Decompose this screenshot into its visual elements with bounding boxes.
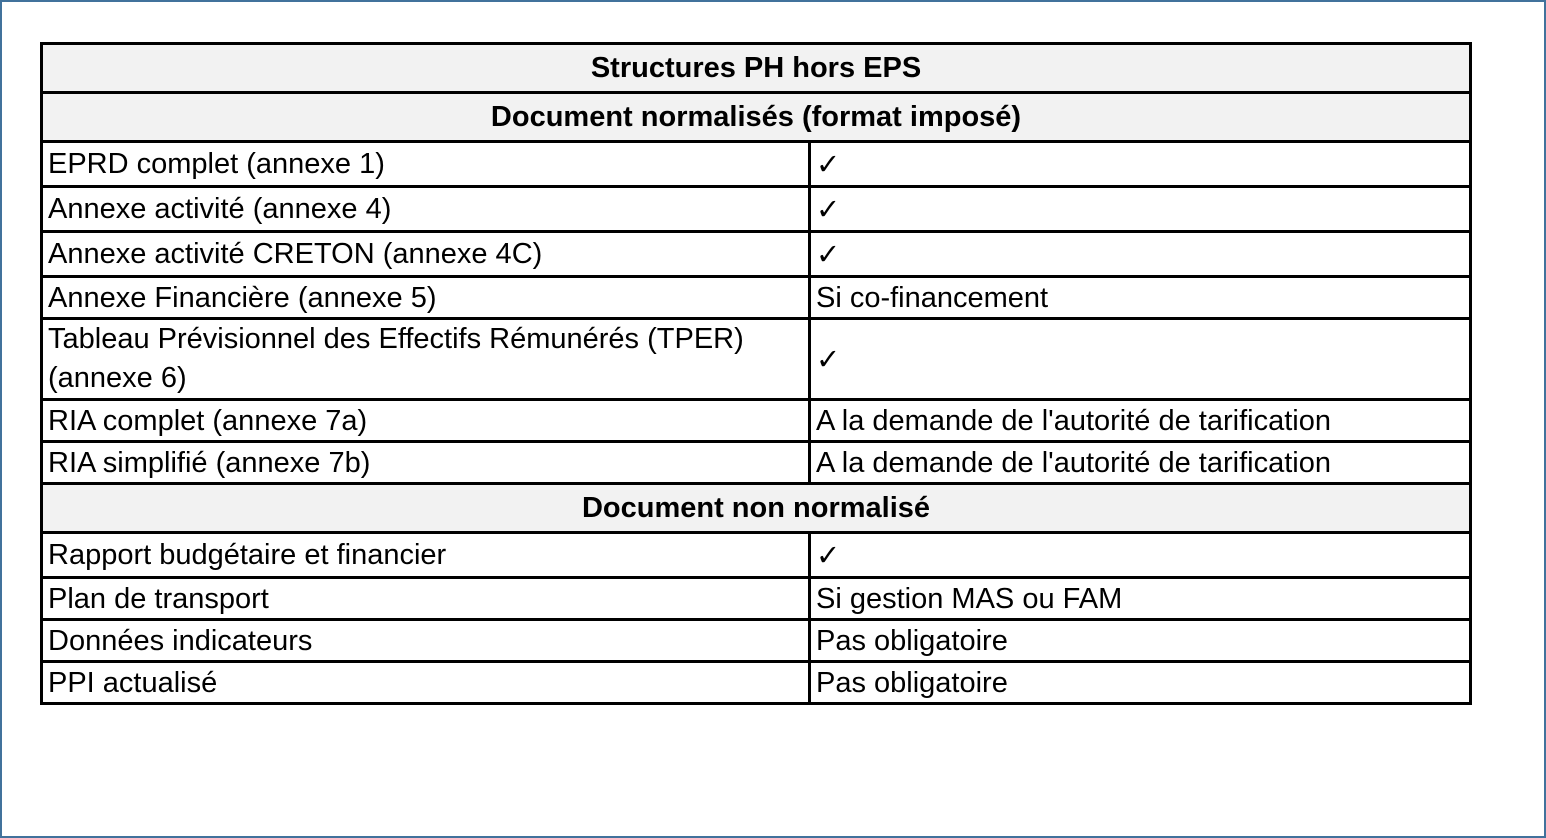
requirement-text: Pas obligatoire — [810, 620, 1471, 662]
document-name: Tableau Prévisionnel des Effectifs Rémunérés (TPER) (annexe 6) — [42, 319, 810, 400]
section-heading-row — [42, 484, 1471, 533]
requirement-text: Si co-financement — [810, 277, 1471, 319]
requirement-text: A la demande de l'autorité de tarification — [810, 400, 1471, 442]
checkmark-icon: ✓ — [810, 232, 1471, 277]
checkmark-icon: ✓ — [810, 187, 1471, 232]
document-name: Annexe Financière (annexe 5) — [42, 277, 810, 319]
table-row — [42, 232, 1471, 277]
documents-table — [40, 42, 1472, 705]
table-row — [42, 319, 1471, 400]
table-row — [42, 187, 1471, 232]
section-heading-non-normalized: Document non normalisé — [42, 484, 1471, 533]
table-row — [42, 578, 1471, 620]
document-name: EPRD complet (annexe 1) — [42, 142, 810, 187]
table-row — [42, 620, 1471, 662]
table-row — [42, 533, 1471, 578]
checkmark-icon: ✓ — [810, 533, 1471, 578]
document-name: PPI actualisé — [42, 662, 810, 704]
document-name: Rapport budgétaire et financier — [42, 533, 810, 578]
table-row — [42, 662, 1471, 704]
document-name: RIA simplifié (annexe 7b) — [42, 442, 810, 484]
table-row — [42, 442, 1471, 484]
requirement-text: Pas obligatoire — [810, 662, 1471, 704]
document-name: Données indicateurs — [42, 620, 810, 662]
table-row — [42, 277, 1471, 319]
document-name: Annexe activité (annexe 4) — [42, 187, 810, 232]
table-title: Structures PH hors EPS — [42, 44, 1471, 93]
checkmark-icon: ✓ — [810, 142, 1471, 187]
section-heading-row — [42, 93, 1471, 142]
requirement-text: Si gestion MAS ou FAM — [810, 578, 1471, 620]
document-name: Plan de transport — [42, 578, 810, 620]
document-name: RIA complet (annexe 7a) — [42, 400, 810, 442]
table-title-row — [42, 44, 1471, 93]
section-heading-normalized: Document normalisés (format imposé) — [42, 93, 1471, 142]
table-row — [42, 142, 1471, 187]
requirement-text: A la demande de l'autorité de tarification — [810, 442, 1471, 484]
table-row — [42, 400, 1471, 442]
document-name: Annexe activité CRETON (annexe 4C) — [42, 232, 810, 277]
checkmark-icon: ✓ — [810, 319, 1471, 400]
